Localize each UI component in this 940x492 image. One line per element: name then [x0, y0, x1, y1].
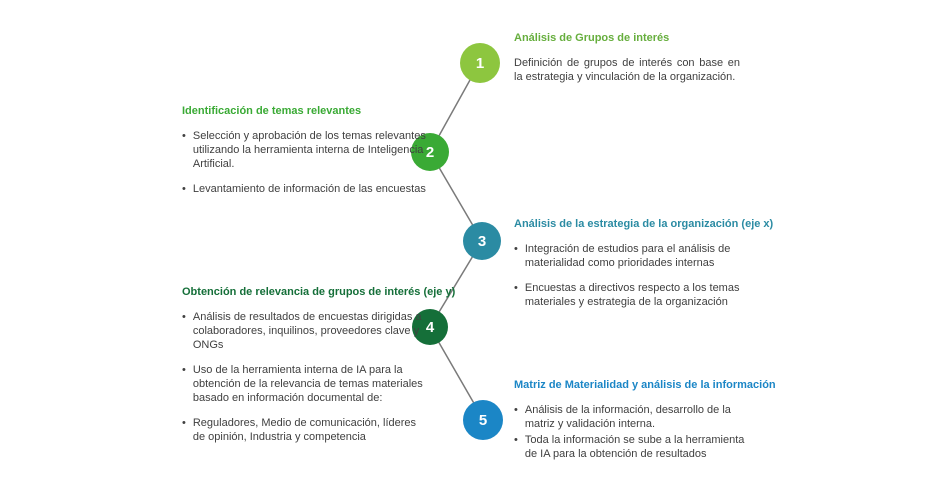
step-number-1: 1 — [475, 54, 485, 72]
step-number-2: 2 — [425, 143, 435, 161]
step-title-5: Matriz de Materialidad y análisis de la información — [514, 379, 776, 391]
bullet-item — [182, 310, 434, 352]
step-title-2: Identificación de temas relevantes — [182, 105, 362, 117]
step-title-4: Obtención de relevancia de grupos de interés (eje y) — [182, 286, 456, 298]
step-block-4 — [182, 285, 456, 444]
step-paragraph-1: Definición de grupos de interés con base en la estrategia y vinculación de la organización. — [514, 57, 740, 83]
bullet-marker: • — [514, 434, 518, 446]
bullet-text: Toda la información se sube a la herramienta de IA para la obtención de resultados — [524, 434, 745, 460]
bullet-marker: • — [182, 364, 186, 376]
step-number-5: 5 — [478, 411, 488, 429]
bullet-text: Análisis de la información, desarrollo de la matriz y validación interna. — [524, 404, 731, 430]
bullet-text: Análisis de resultados de encuestas dirigidas a colaboradores, inquilinos, proveedores clave y ONGs — [192, 311, 422, 351]
step-title-3: Análisis de la estrategia de la organización (eje x) — [514, 218, 774, 230]
bullet-marker: • — [514, 243, 518, 255]
bullet-text: Reguladores, Medio de comunicación, líderes de opinión, Industria y competencia — [192, 417, 417, 443]
bullet-text: Integración de estudios para el análisis de materialidad como prioridades internas — [524, 243, 731, 269]
step-circle-5 — [463, 400, 503, 440]
step-block-2 — [182, 104, 434, 196]
step-circle-1 — [460, 43, 500, 83]
bullet-marker: • — [514, 282, 518, 294]
bullet-item — [514, 433, 754, 461]
bullet-text: Selección y aprobación de los temas relevantes utilizando la herramienta interna de Inteligencia Artificial. — [192, 130, 426, 170]
step-block-1 — [514, 31, 754, 84]
bullet-text: Encuestas a directivos respecto a los temas materiales y estrategia de la organización — [524, 282, 740, 308]
bullet-text: Levantamiento de información de las encuestas — [192, 183, 426, 195]
bullet-item — [182, 129, 434, 171]
bullet-item — [514, 242, 754, 270]
step-number-3: 3 — [477, 232, 487, 250]
bullet-marker: • — [514, 404, 518, 416]
bullet-marker: • — [182, 183, 186, 195]
bullet-item — [514, 281, 754, 309]
step-block-5 — [514, 378, 776, 463]
bullet-marker: • — [182, 311, 186, 323]
bullet-marker: • — [182, 130, 186, 142]
bullet-text: Uso de la herramienta interna de IA para la obtención de la relevancia de temas materiales basado en información documental de: — [192, 364, 423, 404]
bullet-item — [182, 416, 434, 444]
bullet-item — [514, 403, 754, 431]
step-block-3 — [514, 217, 774, 309]
step-circle-3 — [463, 222, 501, 260]
bullet-item — [182, 182, 434, 196]
bullet-item — [182, 363, 434, 405]
bullet-marker: • — [182, 417, 186, 429]
step-title-1: Análisis de Grupos de interés — [514, 32, 670, 44]
step-number-4: 4 — [425, 318, 435, 336]
